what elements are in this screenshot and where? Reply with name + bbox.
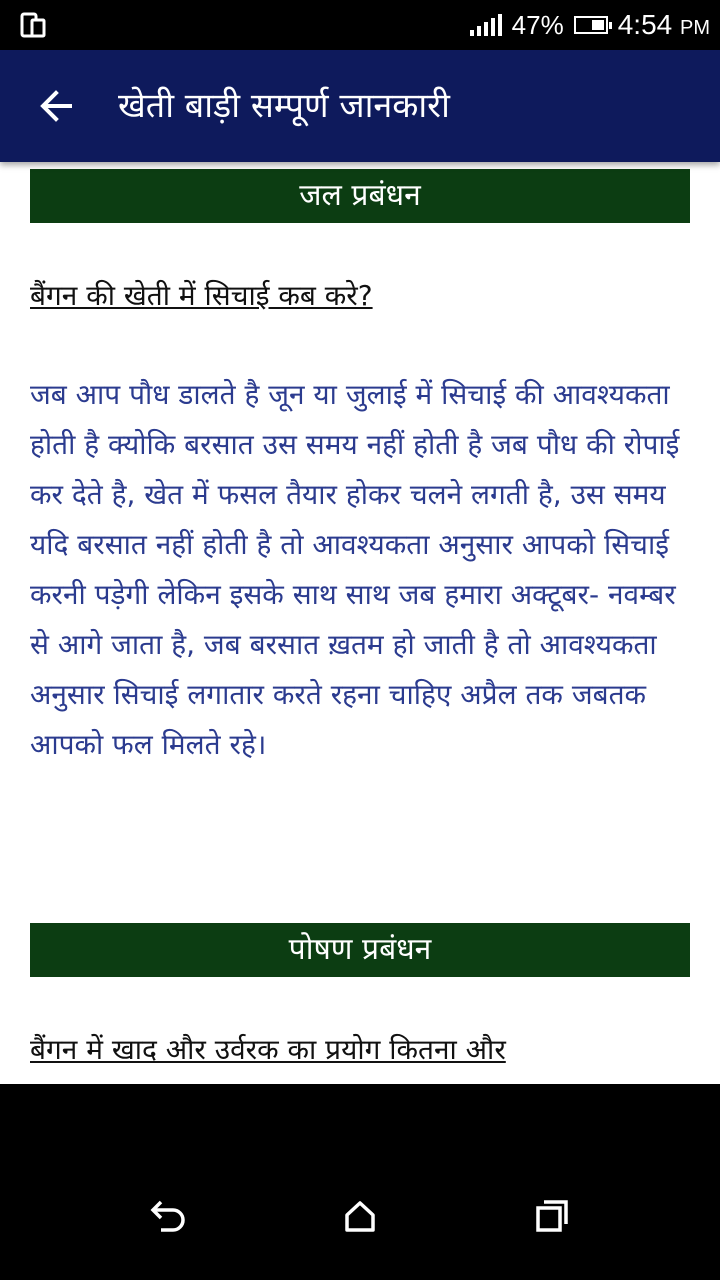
back-nav-icon — [147, 1196, 187, 1236]
home-nav-icon — [340, 1196, 380, 1236]
back-button[interactable] — [28, 78, 84, 134]
arrow-left-icon — [36, 86, 76, 126]
clock-meridiem: PM — [680, 17, 710, 39]
nav-home-button[interactable] — [324, 1184, 396, 1248]
answer-irrigation: जब आप पौध डालते है जून या जुलाई में सिचाई की आवश्यकता होती है क्योकि बरसात उस समय नहीं होती है जब पौध की रोपाई कर देते है, खेत में फसल तैयार होकर चलने लगती है, उस समय यदि बरसात नहीं होती है तो आवश्यकता अनुसार आपको सिचाई करनी पड़ेगी लेकिन इसके साथ साथ जब हमारा अक्टूबर- नवम्बर से आगे जाता है, जब बरसात ख़तम हो जाती है तो आवश्यकता अनुसार सिचाई लगातार करते रहना चाहिए अप्रैल तक जबतक आपको फल मिलते रहे। — [30, 378, 680, 761]
question-irrigation: बैंगन की खेती में सिचाई कब करे? — [30, 279, 373, 312]
clock — [618, 9, 710, 41]
nav-back-button[interactable] — [131, 1184, 203, 1248]
section-heading-nutrition: पोषण प्रबंधन — [30, 923, 690, 977]
clock-time: 4:54 — [617, 9, 673, 40]
recents-nav-icon — [532, 1196, 572, 1236]
content-scroll[interactable] — [0, 162, 720, 1084]
navigation-bar — [0, 1084, 720, 1280]
question-fertilizer: बैंगन में खाद और उर्वरक का प्रयोग कितना और — [30, 1033, 506, 1066]
app-title: खेती बाड़ी सम्पूर्ण जानकारी — [118, 86, 450, 126]
phone-icon — [20, 12, 46, 38]
signal-icon — [470, 14, 502, 36]
battery-icon — [574, 16, 608, 34]
nav-recents-button[interactable] — [516, 1184, 588, 1248]
battery-percent: 47% — [511, 9, 564, 40]
app-bar — [0, 50, 720, 162]
section-heading-water: जल प्रबंधन — [30, 169, 690, 223]
status-bar — [0, 0, 720, 50]
